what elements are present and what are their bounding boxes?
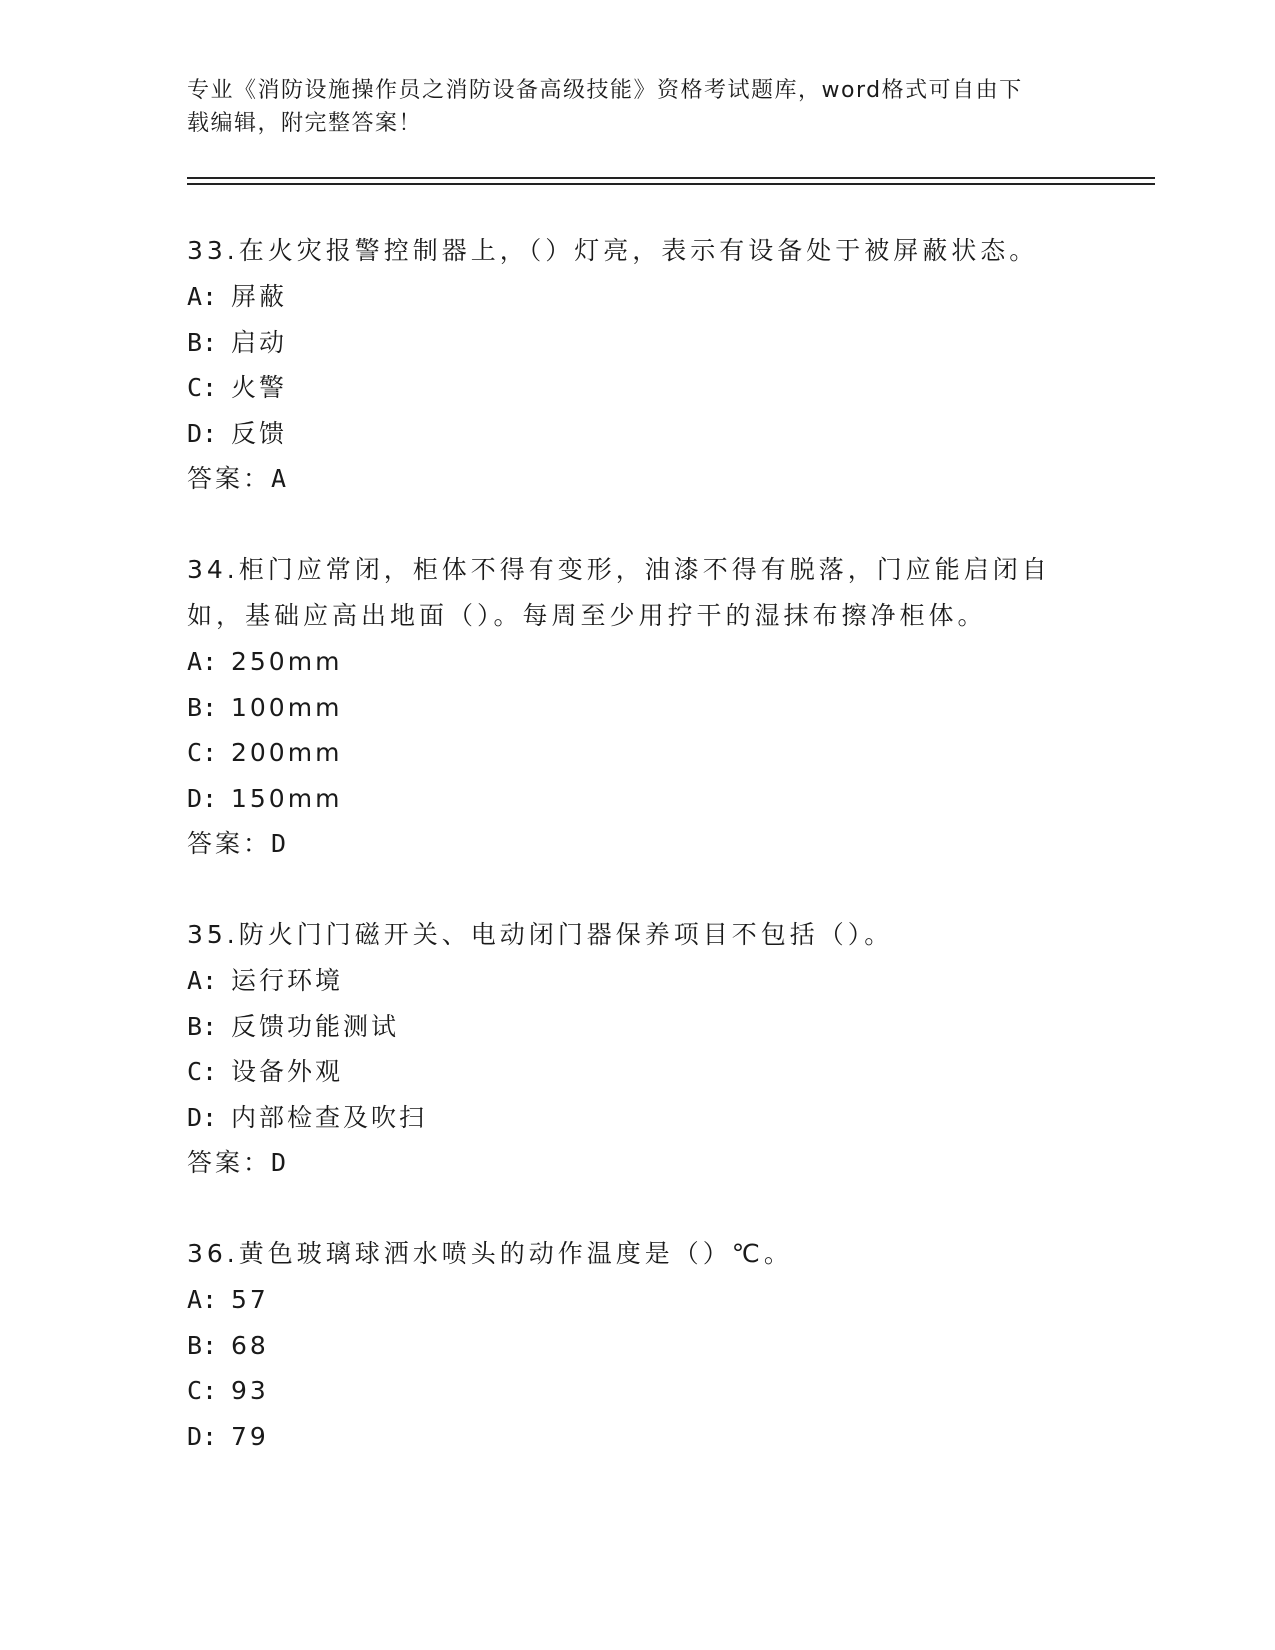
option-a [187, 639, 1087, 685]
option-c [187, 365, 1087, 411]
option-text: 57 [231, 1285, 269, 1314]
option-letter: B: [187, 1330, 218, 1360]
option-text: 68 [231, 1330, 269, 1360]
header-divider-top [187, 177, 1155, 179]
option-a [187, 1277, 1087, 1323]
option-c [187, 730, 1087, 776]
option-a [187, 958, 1087, 1004]
document-header [187, 74, 1067, 140]
option-c [187, 1368, 1087, 1414]
answer-line [187, 456, 1087, 501]
option-d [187, 1414, 1087, 1460]
question-33 [187, 228, 1087, 501]
answer-label: 答案： [187, 829, 272, 858]
option-text: 100mm [231, 692, 343, 722]
option-letter: D: [187, 418, 218, 448]
option-text: 运行环境 [231, 966, 344, 995]
option-letter: B: [187, 327, 218, 357]
option-b [187, 1323, 1087, 1369]
answer-value: A [271, 464, 290, 493]
option-letter: A: [187, 1285, 218, 1314]
answer-value: D [271, 829, 290, 858]
option-text: 反馈 [231, 418, 288, 448]
answer-line [187, 821, 1087, 866]
option-letter: D: [187, 1102, 218, 1132]
option-text: 内部检查及吹扫 [231, 1102, 428, 1132]
question-stem: 34.柜门应常闭，柜体不得有变形，油漆不得有脱落，门应能启闭自如，基础应高出地面（）。每周至少用拧干的湿抹布擦净柜体。 [187, 555, 1051, 630]
header-line-1: 专业《消防设施操作员之消防设备高级技能》资格考试题库，word格式可自由下 [187, 78, 1023, 103]
question-stem: 36.黄色玻璃球洒水喷头的动作温度是（）℃。 [187, 1239, 793, 1268]
question-35 [187, 912, 1087, 1185]
option-letter: B: [187, 692, 218, 722]
answer-label: 答案： [187, 464, 272, 493]
option-text: 反馈功能测试 [231, 1011, 400, 1041]
option-d [187, 776, 1087, 822]
option-letter: C: [187, 738, 218, 767]
option-letter: C: [187, 1057, 218, 1086]
question-list [187, 228, 1087, 1505]
option-letter: A: [187, 966, 218, 995]
header-line-2: 载编辑，附完整答案！ [187, 111, 423, 136]
answer-line [187, 1140, 1087, 1185]
option-c [187, 1049, 1087, 1095]
option-text: 93 [231, 1376, 269, 1405]
option-d [187, 1095, 1087, 1141]
option-d [187, 411, 1087, 457]
option-b [187, 1004, 1087, 1050]
option-a [187, 274, 1087, 320]
option-letter: D: [187, 1421, 218, 1451]
question-stem: 35.防火门门磁开关、电动闭门器保养项目不包括（）。 [187, 920, 894, 949]
option-b [187, 685, 1087, 731]
option-letter: A: [187, 647, 218, 676]
option-text: 设备外观 [231, 1057, 344, 1086]
option-letter: C: [187, 1376, 218, 1405]
option-text: 150mm [231, 783, 343, 813]
option-letter: D: [187, 783, 218, 813]
option-letter: A: [187, 282, 218, 311]
answer-value: D [271, 1148, 290, 1177]
option-text: 启动 [231, 327, 288, 357]
header-divider-bottom [187, 183, 1155, 185]
option-text: 200mm [231, 738, 343, 767]
question-36 [187, 1231, 1087, 1459]
option-text: 79 [231, 1421, 269, 1451]
option-text: 屏蔽 [231, 282, 288, 311]
option-text: 250mm [231, 647, 343, 676]
question-stem: 33.在火灾报警控制器上，（）灯亮，表示有设备处于被屏蔽状态。 [187, 236, 1039, 265]
option-letter: C: [187, 373, 218, 402]
question-34 [187, 547, 1087, 866]
option-text: 火警 [231, 373, 288, 402]
option-b [187, 320, 1087, 366]
answer-label: 答案： [187, 1148, 272, 1177]
option-letter: B: [187, 1011, 218, 1041]
